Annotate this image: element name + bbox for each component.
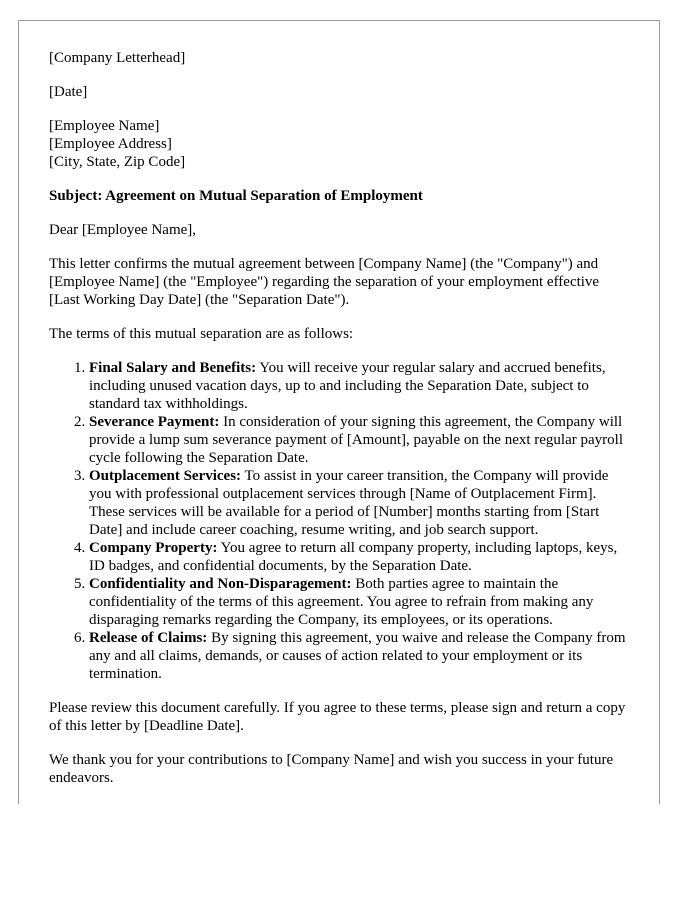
term-body: You agree to return all company property, including laptops, keys, ID badges, and confidential documents, by the Separation Date. — [89, 540, 618, 574]
recipient-city-state-zip: [City, State, Zip Code] — [49, 154, 186, 170]
term-item — [89, 629, 629, 683]
recipient-address: [Employee Address] — [49, 136, 172, 152]
letterhead: [Company Letterhead] — [49, 50, 186, 66]
term-title: Release of Claims: — [89, 630, 208, 646]
intro-paragraph: This letter confirms the mutual agreement between [Company Name] (the "Company") and [Employee Name] (the "Employee") regarding the separation of your employment effective [Last Working Day Date] (the "Separation Date"). — [49, 256, 600, 308]
term-body: Both parties agree to maintain the confidentiality of the terms of this agreement. You agree to refrain from making any disparaging remarks regarding the Company, its employees, or its operations. — [89, 576, 594, 628]
recipient-name: [Employee Name] — [49, 118, 160, 134]
term-item — [89, 359, 629, 413]
salutation: Dear [Employee Name], — [49, 222, 197, 238]
term-item — [89, 575, 629, 629]
term-body: To assist in your career transition, the Company will provide you with professional outplacement services through [Name of Outplacement Firm]. These services will be available for a period of [Number] months starting from [Start Date] and include career coaching, resume writing, and job search support. — [89, 468, 609, 538]
subject-line: Subject: Agreement on Mutual Separation of Employment — [49, 188, 423, 204]
letter-page — [18, 20, 660, 804]
recipient-block — [49, 117, 629, 171]
term-title: Confidentiality and Non-Disparagement: — [89, 576, 352, 592]
term-item — [89, 467, 629, 539]
term-item — [89, 413, 629, 467]
term-title: Company Property: — [89, 540, 218, 556]
term-title: Final Salary and Benefits: — [89, 360, 257, 376]
terms-list — [49, 359, 629, 683]
term-item — [89, 539, 629, 575]
terms-intro: The terms of this mutual separation are as follows: — [49, 326, 354, 342]
closing-paragraph: We thank you for your contributions to [Company Name] and wish you success in your future endeavors. — [49, 752, 614, 786]
term-title: Severance Payment: — [89, 414, 220, 430]
letter-date: [Date] — [49, 84, 88, 100]
review-paragraph: Please review this document carefully. If you agree to these terms, please sign and return a copy of this letter by [Deadline Date]. — [49, 700, 626, 734]
term-title: Outplacement Services: — [89, 468, 242, 484]
term-body: By signing this agreement, you waive and release the Company from any and all claims, demands, or causes of action related to your employment or its termination. — [89, 630, 626, 682]
term-body: In consideration of your signing this agreement, the Company will provide a lump sum severance payment of [Amount], payable on the next regular payroll cycle following the Separation Date. — [89, 414, 623, 466]
term-body: You will receive your regular salary and accrued benefits, including unused vacation days, up to and including the Separation Date, subject to standard tax withholdings. — [89, 360, 606, 412]
